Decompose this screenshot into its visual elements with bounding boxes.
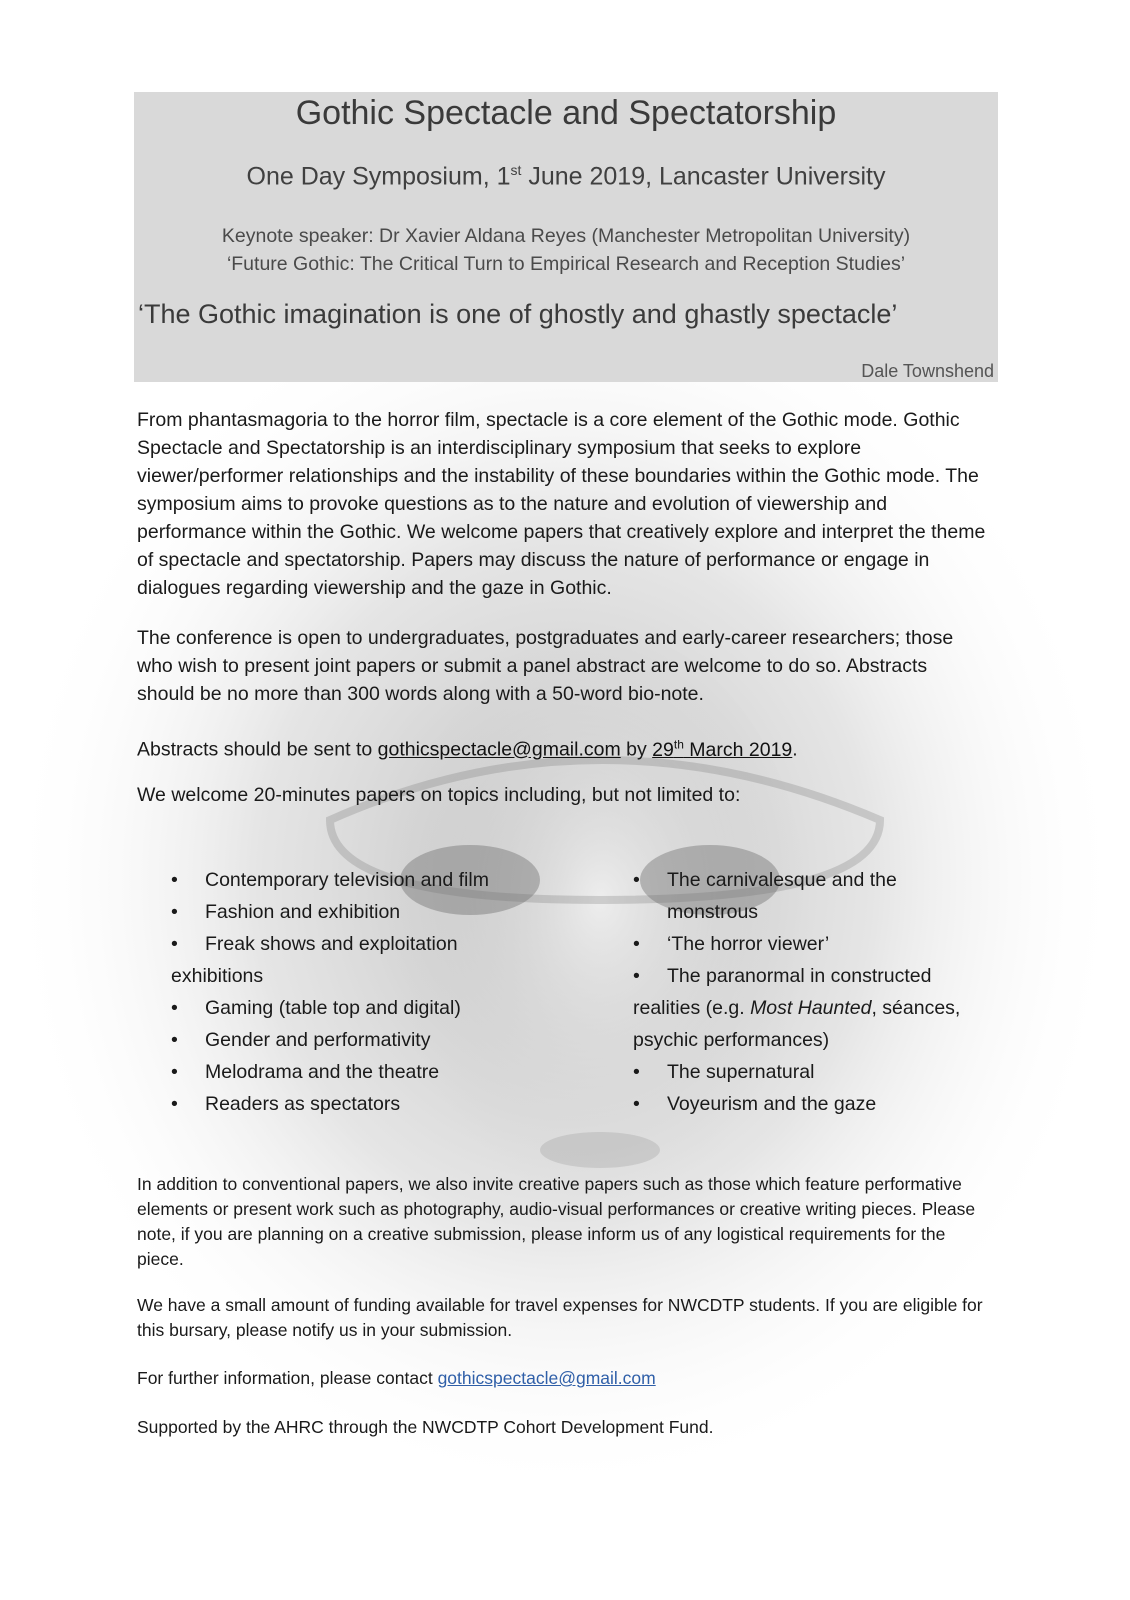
bullet-icon: • xyxy=(633,933,640,955)
submission-email-link[interactable]: gothicspectacle@gmail.com xyxy=(377,738,621,761)
list-item: • Gaming (table top and digital) xyxy=(171,992,541,1024)
page-title: Gothic Spectacle and Spectatorship xyxy=(295,94,837,132)
contact-email-link[interactable]: gothicspectacle@gmail.com xyxy=(437,1368,656,1388)
bullet-icon: • xyxy=(171,997,178,1019)
quote-attribution: Dale Townshend xyxy=(861,361,994,381)
support-note: Supported by the AHRC through the NWCDTP Cohort Development Fund. xyxy=(137,1417,714,1437)
keynote-title: ‘Future Gothic: The Critical Turn to Empirical Research and Reception Studies’ xyxy=(226,253,906,275)
intro-paragraph: From phantasmagoria to the horror film, spectacle is a core element of the Gothic mode. Gothic Spectacle and Spectatorship is an interdisciplinary symposium that seeks to explore viewer/performer relationships and the instability of these boundaries within the Gothic mode. The symposium aims to provoke questions as to the nature and evolution of viewership and performance within the Gothic. We welcome papers that creatively explore and interpret the theme of spectacle and spectatorship. Papers may discuss the nature of performance or engage in dialogues regarding viewership and the gaze in Gothic. xyxy=(137,409,986,599)
list-item: • Gender and performativity xyxy=(171,1024,541,1056)
keynote-info xyxy=(134,222,998,278)
list-item: • ‘The horror viewer’ xyxy=(633,928,993,960)
eligibility-paragraph: The conference is open to undergraduates, postgraduates and early-career researchers; those who wish to present joint papers or submit a panel abstract are welcome to do so. Abstracts should be no more than 300 words along with a 50-word bio-note. xyxy=(137,627,954,705)
list-item: • Freak shows and exploitation xyxy=(171,928,541,960)
bullet-icon: • xyxy=(633,965,640,987)
bullet-icon: • xyxy=(633,869,640,891)
funding-paragraph: We have a small amount of funding available for travel expenses for NWCDTP students. If you are eligible for this bursary, please notify us in your submission. xyxy=(137,1295,983,1340)
list-item: • Contemporary television and film xyxy=(171,864,541,896)
header-box xyxy=(134,92,998,382)
list-item: • Voyeurism and the gaze xyxy=(633,1088,993,1120)
bullet-icon: • xyxy=(171,1061,178,1083)
event-subtitle: One Day Symposium, 1st June 2019, Lancaster University xyxy=(246,162,886,191)
list-item: • The carnivalesque and the xyxy=(633,864,993,896)
list-item: • Readers as spectators xyxy=(171,1088,541,1120)
submission-paragraph: Abstracts should be sent to gothicspectacle@gmail.com by 29th March 2019. xyxy=(137,737,798,761)
list-item-continuation: exhibitions xyxy=(171,965,264,987)
list-item-continuation: psychic performances) xyxy=(633,1029,830,1051)
bullet-icon: • xyxy=(171,1093,178,1115)
bullet-icon: • xyxy=(171,869,178,891)
bullet-icon: • xyxy=(171,933,178,955)
topics-list-right xyxy=(633,864,993,1120)
creative-paragraph: In addition to conventional papers, we also invite creative papers such as those which feature performative elements or present work such as photography, audio-visual performances or creative writing pieces. Please note, if you are planning on a creative submission, please inform us of any logistical requirements for the piece. xyxy=(137,1174,976,1269)
list-item-continuation: monstrous xyxy=(667,901,759,923)
deadline-date: 29th March 2019 xyxy=(652,737,793,761)
bullet-icon: • xyxy=(171,1029,178,1051)
list-item: • The paranormal in constructed xyxy=(633,960,993,992)
list-item: • Fashion and exhibition xyxy=(171,896,541,928)
list-item: • Melodrama and the theatre xyxy=(171,1056,541,1088)
bullet-icon: • xyxy=(171,901,178,923)
topics-intro: We welcome 20-minutes papers on topics including, but not limited to: xyxy=(137,784,741,806)
bullet-icon: • xyxy=(633,1061,640,1083)
keynote-speaker: Keynote speaker: Dr Xavier Aldana Reyes (Manchester Metropolitan University) xyxy=(221,225,911,247)
topics-list-left xyxy=(171,864,541,1120)
bullet-icon: • xyxy=(633,1093,640,1115)
epigraph-quote: ‘The Gothic imagination is one of ghostly and ghastly spectacle’ xyxy=(138,299,898,329)
list-item: • The supernatural xyxy=(633,1056,993,1088)
list-item-continuation: realities (e.g. Most Haunted, séances, xyxy=(633,997,961,1019)
contact-paragraph: For further information, please contact gothicspectacle@gmail.com xyxy=(137,1368,656,1388)
